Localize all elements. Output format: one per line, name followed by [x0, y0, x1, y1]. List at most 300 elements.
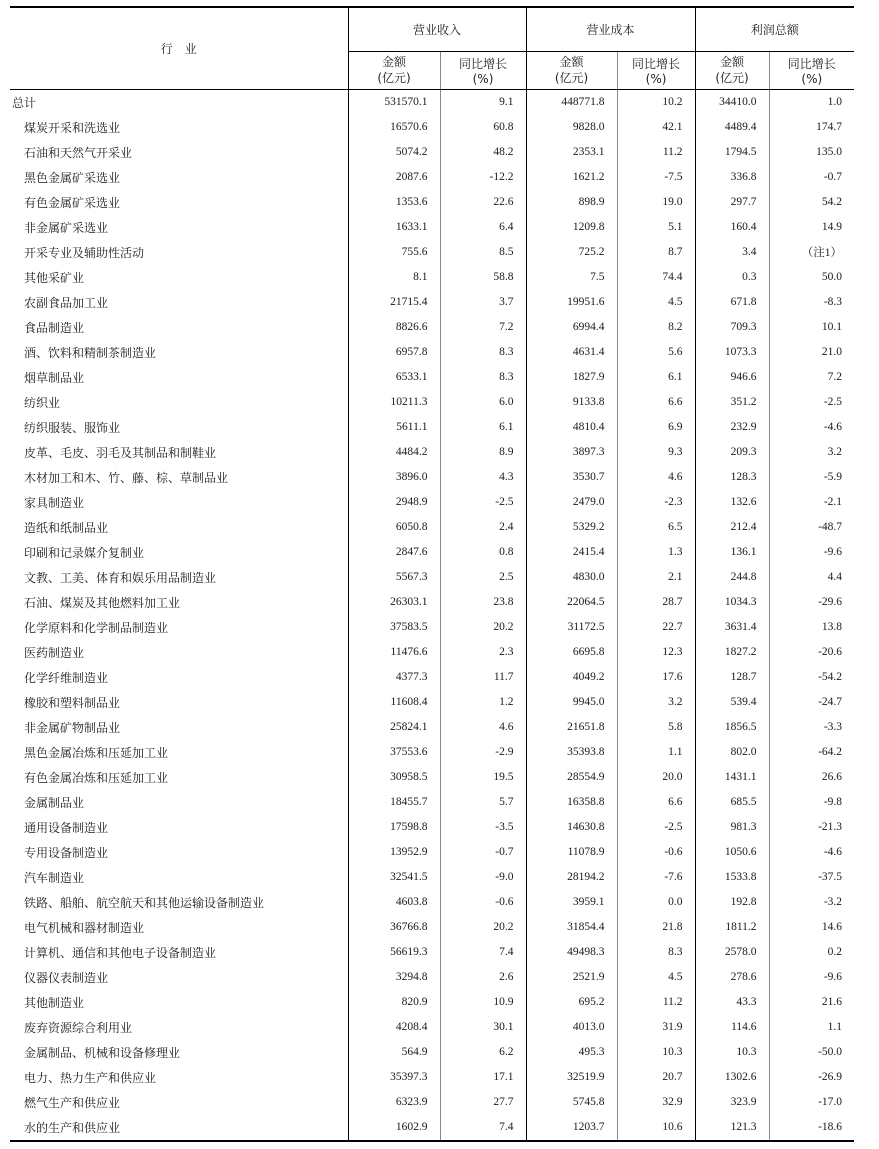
- profit-yoy-cell: -3.3: [769, 715, 854, 740]
- industry-name-cell: 专用设备制造业: [24, 845, 109, 860]
- profit-yoy-cell: -2.1: [769, 490, 854, 515]
- cost-yoy-cell: -7.5: [617, 165, 695, 190]
- table-row: [10, 515, 854, 540]
- cost-yoy-cell: -7.6: [617, 865, 695, 890]
- cost-amount-cell: 35393.8: [526, 740, 617, 765]
- revenue-amount-cell: 3294.8: [348, 965, 440, 990]
- profit-yoy-cell: 10.1: [769, 315, 854, 340]
- profit-amount-cell: 1856.5: [695, 715, 769, 740]
- revenue-amount-cell: 564.9: [348, 1040, 440, 1065]
- revenue-amount-cell: 2847.6: [348, 540, 440, 565]
- table-row: [10, 440, 854, 465]
- revenue-yoy-cell: 22.6: [440, 190, 526, 215]
- revenue-yoy-cell: -9.0: [440, 865, 526, 890]
- table-row: [10, 165, 854, 190]
- profit-yoy-cell: -54.2: [769, 665, 854, 690]
- revenue-yoy-cell: 11.7: [440, 665, 526, 690]
- revenue-yoy-cell: 20.2: [440, 915, 526, 940]
- table-row: [10, 140, 854, 165]
- cost-yoy-cell: 28.7: [617, 590, 695, 615]
- profit-yoy-cell: -21.3: [769, 815, 854, 840]
- profit-yoy-cell: -4.6: [769, 415, 854, 440]
- revenue-yoy-cell: 0.8: [440, 540, 526, 565]
- profit-amount-cell: 539.4: [695, 690, 769, 715]
- total-row: [10, 89, 854, 115]
- profit-yoy-cell: 21.6: [769, 990, 854, 1015]
- revenue-amount-cell: 5567.3: [348, 565, 440, 590]
- cost-amount-cell: 5329.2: [526, 515, 617, 540]
- cost-amount-cell: 4013.0: [526, 1015, 617, 1040]
- profit-yoy-cell: -29.6: [769, 590, 854, 615]
- cost-yoy-cell: 2.1: [617, 565, 695, 590]
- table-row: [10, 890, 854, 915]
- cost-yoy-cell: 19.0: [617, 190, 695, 215]
- revenue-yoy-cell: 7.4: [440, 940, 526, 965]
- revenue-yoy-cell: 2.6: [440, 965, 526, 990]
- profit-amount-cell: 0.3: [695, 265, 769, 290]
- amount-label: 金额: [381, 55, 406, 69]
- industry-name-cell: 水的生产和供应业: [10, 1115, 348, 1141]
- industry-name-cell: 总计: [12, 95, 37, 110]
- industry-name-cell: 其他制造业: [24, 995, 85, 1010]
- profit-amount-cell: 1034.3: [695, 590, 769, 615]
- industry-name-cell: 化学原料和化学制品制造业: [24, 620, 169, 635]
- industry-name-cell: 计算机、通信和其他电子设备制造业: [24, 945, 217, 960]
- cost-amount-cell: 9945.0: [526, 690, 617, 715]
- profit-amount-cell: 1302.6: [695, 1065, 769, 1090]
- revenue-yoy-cell: 6.1: [440, 415, 526, 440]
- profit-amount-cell: 212.4: [695, 515, 769, 540]
- revenue-amount-cell: 10211.3: [348, 390, 440, 415]
- cost-amount-cell: 2521.9: [526, 965, 617, 990]
- cost-yoy-cell: 21.8: [617, 915, 695, 940]
- table-row: [10, 640, 854, 665]
- cost-yoy-cell: 6.6: [617, 790, 695, 815]
- table-row: [10, 415, 854, 440]
- profit-amount-cell: 2578.0: [695, 940, 769, 965]
- cost-yoy-cell: 4.5: [617, 965, 695, 990]
- cost-amount-cell: 21651.8: [526, 715, 617, 740]
- industry-name-cell: 印刷和记录媒介复制业: [24, 545, 145, 560]
- cost-yoy-cell: -2.3: [617, 490, 695, 515]
- cost-amount-cell: 31172.5: [526, 615, 617, 640]
- table-row: [10, 790, 854, 815]
- profit-amount-cell: 34410.0: [695, 89, 769, 115]
- industry-name-cell: 文教、工美、体育和娱乐用品制造业: [24, 570, 217, 585]
- industry-name-cell: 燃气生产和供应业: [24, 1095, 121, 1110]
- amount-label: 金额: [720, 55, 745, 69]
- industry-name-cell: 汽车制造业: [24, 870, 85, 885]
- revenue-amount-cell: 56619.3: [348, 940, 440, 965]
- profit-yoy-cell: 54.2: [769, 190, 854, 215]
- industry-name-cell: 烟草制品业: [24, 370, 85, 385]
- profit-amount-cell: 209.3: [695, 440, 769, 465]
- table-row: [10, 965, 854, 990]
- cost-yoy-cell: 3.2: [617, 690, 695, 715]
- cost-amount-cell: 22064.5: [526, 590, 617, 615]
- cost-yoy-cell: 31.9: [617, 1015, 695, 1040]
- table-row: [10, 690, 854, 715]
- cost-amount-cell: 3530.7: [526, 465, 617, 490]
- cost-amount-header: [526, 51, 617, 89]
- industry-name-cell: 黑色金属冶炼和压延加工业: [24, 745, 169, 760]
- industry-name-cell: 医药制造业: [24, 645, 85, 660]
- profit-amount-cell: 128.7: [695, 665, 769, 690]
- cost-yoy-cell: 8.7: [617, 240, 695, 265]
- table-row: [10, 1015, 854, 1040]
- industry-name-cell: 家具制造业: [24, 495, 85, 510]
- cost-amount-cell: 695.2: [526, 990, 617, 1015]
- revenue-amount-cell: 4484.2: [348, 440, 440, 465]
- table-row: [10, 615, 854, 640]
- revenue-amount-cell: 30958.5: [348, 765, 440, 790]
- revenue-amount-cell: 5074.2: [348, 140, 440, 165]
- cost-yoy-cell: 12.3: [617, 640, 695, 665]
- revenue-amount-cell: 6957.8: [348, 340, 440, 365]
- table-row: [10, 390, 854, 415]
- amount-unit: (亿元): [554, 71, 589, 85]
- revenue-yoy-cell: 23.8: [440, 590, 526, 615]
- cost-header: 营业成本: [526, 7, 695, 51]
- cost-amount-cell: 9828.0: [526, 115, 617, 140]
- industry-name-cell: 有色金属冶炼和压延加工业: [24, 770, 169, 785]
- cost-amount-cell: 1827.9: [526, 365, 617, 390]
- table-row: [10, 740, 854, 765]
- revenue-yoy-cell: 5.7: [440, 790, 526, 815]
- cost-yoy-cell: 74.4: [617, 265, 695, 290]
- profit-yoy-cell: 26.6: [769, 765, 854, 790]
- profit-header: 利润总额: [695, 7, 854, 51]
- profit-amount-cell: 802.0: [695, 740, 769, 765]
- table-row: [10, 715, 854, 740]
- revenue-yoy-cell: 8.5: [440, 240, 526, 265]
- cost-yoy-cell: 8.2: [617, 315, 695, 340]
- profit-amount-cell: 132.6: [695, 490, 769, 515]
- industry-name-cell: 电气机械和器材制造业: [24, 920, 145, 935]
- profit-amount-cell: 685.5: [695, 790, 769, 815]
- profit-yoy-cell: -9.8: [769, 790, 854, 815]
- industry-name-cell: 铁路、船舶、航空航天和其他运输设备制造业: [24, 895, 265, 910]
- revenue-header: 营业收入: [348, 7, 526, 51]
- profit-amount-cell: 709.3: [695, 315, 769, 340]
- revenue-yoy-cell: 3.7: [440, 290, 526, 315]
- profit-yoy-cell: -8.3: [769, 290, 854, 315]
- revenue-amount-cell: 13952.9: [348, 840, 440, 865]
- revenue-yoy-cell: -0.6: [440, 890, 526, 915]
- revenue-yoy-cell: 2.5: [440, 565, 526, 590]
- revenue-amount-cell: 6323.9: [348, 1090, 440, 1115]
- revenue-yoy-cell: 6.4: [440, 215, 526, 240]
- cost-yoy-cell: -0.6: [617, 840, 695, 865]
- profit-yoy-cell: 4.4: [769, 565, 854, 590]
- cost-yoy-cell: 11.2: [617, 140, 695, 165]
- table-row: [10, 490, 854, 515]
- profit-amount-cell: 1533.8: [695, 865, 769, 890]
- yoy-label: 同比增长: [787, 56, 836, 71]
- revenue-amount-header: [348, 51, 440, 89]
- profit-amount-cell: 1431.1: [695, 765, 769, 790]
- profit-yoy-cell: -48.7: [769, 515, 854, 540]
- revenue-yoy-header: [440, 51, 526, 89]
- table-row: [10, 340, 854, 365]
- cost-amount-cell: 2353.1: [526, 140, 617, 165]
- industry-name-cell: 金属制品业: [24, 795, 85, 810]
- profit-amount-cell: 1073.3: [695, 340, 769, 365]
- amount-label: 金额: [559, 55, 584, 69]
- revenue-yoy-cell: 20.2: [440, 615, 526, 640]
- revenue-amount-cell: 17598.8: [348, 815, 440, 840]
- cost-amount-cell: 31854.4: [526, 915, 617, 940]
- cost-amount-cell: 19951.6: [526, 290, 617, 315]
- amount-unit: (亿元): [377, 71, 411, 85]
- revenue-yoy-cell: 8.3: [440, 340, 526, 365]
- revenue-yoy-cell: 17.1: [440, 1065, 526, 1090]
- profit-amount-cell: 244.8: [695, 565, 769, 590]
- table-row: [10, 115, 854, 140]
- profit-amount-cell: 3631.4: [695, 615, 769, 640]
- industry-name-cell: 非金属矿物制品业: [24, 720, 121, 735]
- profit-yoy-cell: -26.9: [769, 1065, 854, 1090]
- profit-yoy-cell: -9.6: [769, 965, 854, 990]
- revenue-amount-cell: 5611.1: [348, 415, 440, 440]
- cost-amount-cell: 4830.0: [526, 565, 617, 590]
- table-row: [10, 1040, 854, 1065]
- profit-yoy-cell: 1.1: [769, 1015, 854, 1040]
- cost-amount-cell: 7.5: [526, 265, 617, 290]
- profit-amount-cell: 232.9: [695, 415, 769, 440]
- revenue-amount-cell: 25824.1: [348, 715, 440, 740]
- revenue-yoy-cell: -12.2: [440, 165, 526, 190]
- cost-yoy-cell: 5.1: [617, 215, 695, 240]
- profit-amount-cell: 128.3: [695, 465, 769, 490]
- table-row: [10, 290, 854, 315]
- table-row: [10, 565, 854, 590]
- revenue-yoy-cell: -2.5: [440, 490, 526, 515]
- cost-yoy-cell: -2.5: [617, 815, 695, 840]
- table-row: [10, 215, 854, 240]
- profit-yoy-cell: 1.0: [769, 89, 854, 115]
- table-row: [10, 590, 854, 615]
- revenue-amount-cell: 1353.6: [348, 190, 440, 215]
- profit-yoy-cell: -4.6: [769, 840, 854, 865]
- cost-yoy-cell: 6.6: [617, 390, 695, 415]
- table-row: [10, 265, 854, 290]
- industry-name-cell: 皮革、毛皮、羽毛及其制品和制鞋业: [24, 445, 217, 460]
- industry-finance-table: [10, 6, 854, 1142]
- cost-amount-cell: 1209.8: [526, 215, 617, 240]
- table-row: [10, 940, 854, 965]
- industry-name-cell: 酒、饮料和精制茶制造业: [24, 345, 157, 360]
- cost-yoy-cell: 32.9: [617, 1090, 695, 1115]
- yoy-unit: (%): [801, 71, 823, 86]
- profit-amount-cell: 946.6: [695, 365, 769, 390]
- revenue-amount-cell: 820.9: [348, 990, 440, 1015]
- profit-amount-cell: 114.6: [695, 1015, 769, 1040]
- cost-yoy-cell: 4.6: [617, 465, 695, 490]
- profit-amount-cell: 351.2: [695, 390, 769, 415]
- profit-amount-cell: 671.8: [695, 290, 769, 315]
- profit-amount-cell: 297.7: [695, 190, 769, 215]
- amount-unit: (亿元): [715, 71, 749, 85]
- industry-name-cell: 通用设备制造业: [24, 820, 109, 835]
- industry-name-cell: 化学纤维制造业: [24, 670, 109, 685]
- cost-amount-cell: 28194.2: [526, 865, 617, 890]
- cost-yoy-cell: 22.7: [617, 615, 695, 640]
- profit-amount-cell: 336.8: [695, 165, 769, 190]
- profit-yoy-cell: （注1）: [769, 240, 854, 265]
- cost-yoy-cell: 9.3: [617, 440, 695, 465]
- industry-name-cell: 其他采矿业: [24, 270, 85, 285]
- industry-name-cell: 石油、煤炭及其他燃料加工业: [24, 595, 181, 610]
- table-row: [10, 190, 854, 215]
- cost-yoy-header: [617, 51, 695, 89]
- profit-yoy-cell: 174.7: [769, 115, 854, 140]
- cost-yoy-cell: 5.8: [617, 715, 695, 740]
- revenue-amount-cell: 18455.7: [348, 790, 440, 815]
- profit-amount-cell: 43.3: [695, 990, 769, 1015]
- table-row: [10, 1115, 854, 1141]
- table-row: [10, 1065, 854, 1090]
- revenue-yoy-cell: 30.1: [440, 1015, 526, 1040]
- industry-name-cell: 木材加工和木、竹、藤、棕、草制品业: [24, 470, 229, 485]
- revenue-amount-cell: 6050.8: [348, 515, 440, 540]
- profit-yoy-cell: -20.6: [769, 640, 854, 665]
- industry-name-cell: 纺织业: [24, 395, 61, 410]
- profit-yoy-cell: -50.0: [769, 1040, 854, 1065]
- profit-amount-cell: 1811.2: [695, 915, 769, 940]
- profit-yoy-cell: -2.5: [769, 390, 854, 415]
- table-row: [10, 815, 854, 840]
- profit-yoy-cell: -17.0: [769, 1090, 854, 1115]
- table-body: [10, 89, 854, 1141]
- industry-name-cell: 金属制品、机械和设备修理业: [24, 1045, 181, 1060]
- yoy-unit: (%): [472, 71, 494, 86]
- profit-amount-cell: 10.3: [695, 1040, 769, 1065]
- cost-amount-cell: 1621.2: [526, 165, 617, 190]
- profit-yoy-cell: -5.9: [769, 465, 854, 490]
- revenue-amount-cell: 1633.1: [348, 215, 440, 240]
- profit-amount-cell: 1050.6: [695, 840, 769, 865]
- cost-amount-cell: 495.3: [526, 1040, 617, 1065]
- table-row: [10, 990, 854, 1015]
- cost-yoy-cell: 1.3: [617, 540, 695, 565]
- revenue-amount-cell: 4208.4: [348, 1015, 440, 1040]
- profit-amount-cell: 323.9: [695, 1090, 769, 1115]
- revenue-yoy-cell: 6.2: [440, 1040, 526, 1065]
- table-row: [10, 865, 854, 890]
- profit-amount-cell: 192.8: [695, 890, 769, 915]
- profit-amount-cell: 136.1: [695, 540, 769, 565]
- revenue-amount-cell: 32541.5: [348, 865, 440, 890]
- profit-yoy-cell: -9.6: [769, 540, 854, 565]
- table-row: [10, 240, 854, 265]
- revenue-yoy-cell: 60.8: [440, 115, 526, 140]
- cost-amount-cell: 49498.3: [526, 940, 617, 965]
- industry-name-cell: 开采专业及辅助性活动: [24, 245, 145, 260]
- revenue-amount-cell: 37583.5: [348, 615, 440, 640]
- industry-name-cell: 纺织服装、服饰业: [24, 420, 121, 435]
- table-row: [10, 1090, 854, 1115]
- industry-name-cell: 食品制造业: [24, 320, 85, 335]
- profit-yoy-cell: 50.0: [769, 265, 854, 290]
- table-row: [10, 840, 854, 865]
- revenue-yoy-cell: 7.4: [440, 1115, 526, 1141]
- table-row: [10, 365, 854, 390]
- cost-amount-cell: 5745.8: [526, 1090, 617, 1115]
- cost-yoy-cell: 8.3: [617, 940, 695, 965]
- yoy-label: 同比增长: [632, 56, 681, 71]
- revenue-amount-cell: 2948.9: [348, 490, 440, 515]
- revenue-amount-cell: 3896.0: [348, 465, 440, 490]
- cost-amount-cell: 6994.4: [526, 315, 617, 340]
- revenue-yoy-cell: 8.3: [440, 365, 526, 390]
- cost-yoy-cell: 11.2: [617, 990, 695, 1015]
- profit-yoy-cell: 13.8: [769, 615, 854, 640]
- revenue-yoy-cell: 2.3: [440, 640, 526, 665]
- industry-name-cell: 造纸和纸制品业: [24, 520, 109, 535]
- revenue-yoy-cell: -2.9: [440, 740, 526, 765]
- revenue-yoy-cell: 7.2: [440, 315, 526, 340]
- table-row: [10, 540, 854, 565]
- industry-name-cell: 农副食品加工业: [24, 295, 109, 310]
- revenue-amount-cell: 11476.6: [348, 640, 440, 665]
- profit-yoy-cell: 0.2: [769, 940, 854, 965]
- revenue-yoy-cell: 8.9: [440, 440, 526, 465]
- revenue-amount-cell: 531570.1: [348, 89, 440, 115]
- profit-amount-cell: 160.4: [695, 215, 769, 240]
- profit-yoy-cell: 14.6: [769, 915, 854, 940]
- table-row: [10, 915, 854, 940]
- revenue-amount-cell: 36766.8: [348, 915, 440, 940]
- cost-amount-cell: 28554.9: [526, 765, 617, 790]
- cost-yoy-cell: 6.1: [617, 365, 695, 390]
- cost-amount-cell: 2415.4: [526, 540, 617, 565]
- cost-yoy-cell: 10.6: [617, 1115, 695, 1141]
- profit-amount-cell: 1827.2: [695, 640, 769, 665]
- revenue-yoy-cell: -3.5: [440, 815, 526, 840]
- revenue-amount-cell: 6533.1: [348, 365, 440, 390]
- cost-yoy-cell: 6.5: [617, 515, 695, 540]
- profit-yoy-cell: 3.2: [769, 440, 854, 465]
- cost-yoy-cell: 10.3: [617, 1040, 695, 1065]
- profit-amount-cell: 4489.4: [695, 115, 769, 140]
- revenue-amount-cell: 26303.1: [348, 590, 440, 615]
- revenue-yoy-cell: 6.0: [440, 390, 526, 415]
- cost-amount-cell: 4049.2: [526, 665, 617, 690]
- table-row: [10, 765, 854, 790]
- cost-yoy-cell: 0.0: [617, 890, 695, 915]
- profit-yoy-cell: -3.2: [769, 890, 854, 915]
- cost-amount-cell: 448771.8: [526, 89, 617, 115]
- cost-yoy-cell: 20.7: [617, 1065, 695, 1090]
- cost-amount-cell: 725.2: [526, 240, 617, 265]
- profit-yoy-cell: 7.2: [769, 365, 854, 390]
- cost-yoy-cell: 5.6: [617, 340, 695, 365]
- revenue-yoy-cell: 4.6: [440, 715, 526, 740]
- table-row: [10, 465, 854, 490]
- table-row: [10, 315, 854, 340]
- profit-yoy-cell: -18.6: [769, 1115, 854, 1141]
- revenue-amount-cell: 11608.4: [348, 690, 440, 715]
- revenue-amount-cell: 8.1: [348, 265, 440, 290]
- cost-amount-cell: 3959.1: [526, 890, 617, 915]
- cost-amount-cell: 4631.4: [526, 340, 617, 365]
- revenue-yoy-cell: 58.8: [440, 265, 526, 290]
- revenue-amount-cell: 4603.8: [348, 890, 440, 915]
- revenue-amount-cell: 35397.3: [348, 1065, 440, 1090]
- cost-yoy-cell: 17.6: [617, 665, 695, 690]
- cost-yoy-cell: 6.9: [617, 415, 695, 440]
